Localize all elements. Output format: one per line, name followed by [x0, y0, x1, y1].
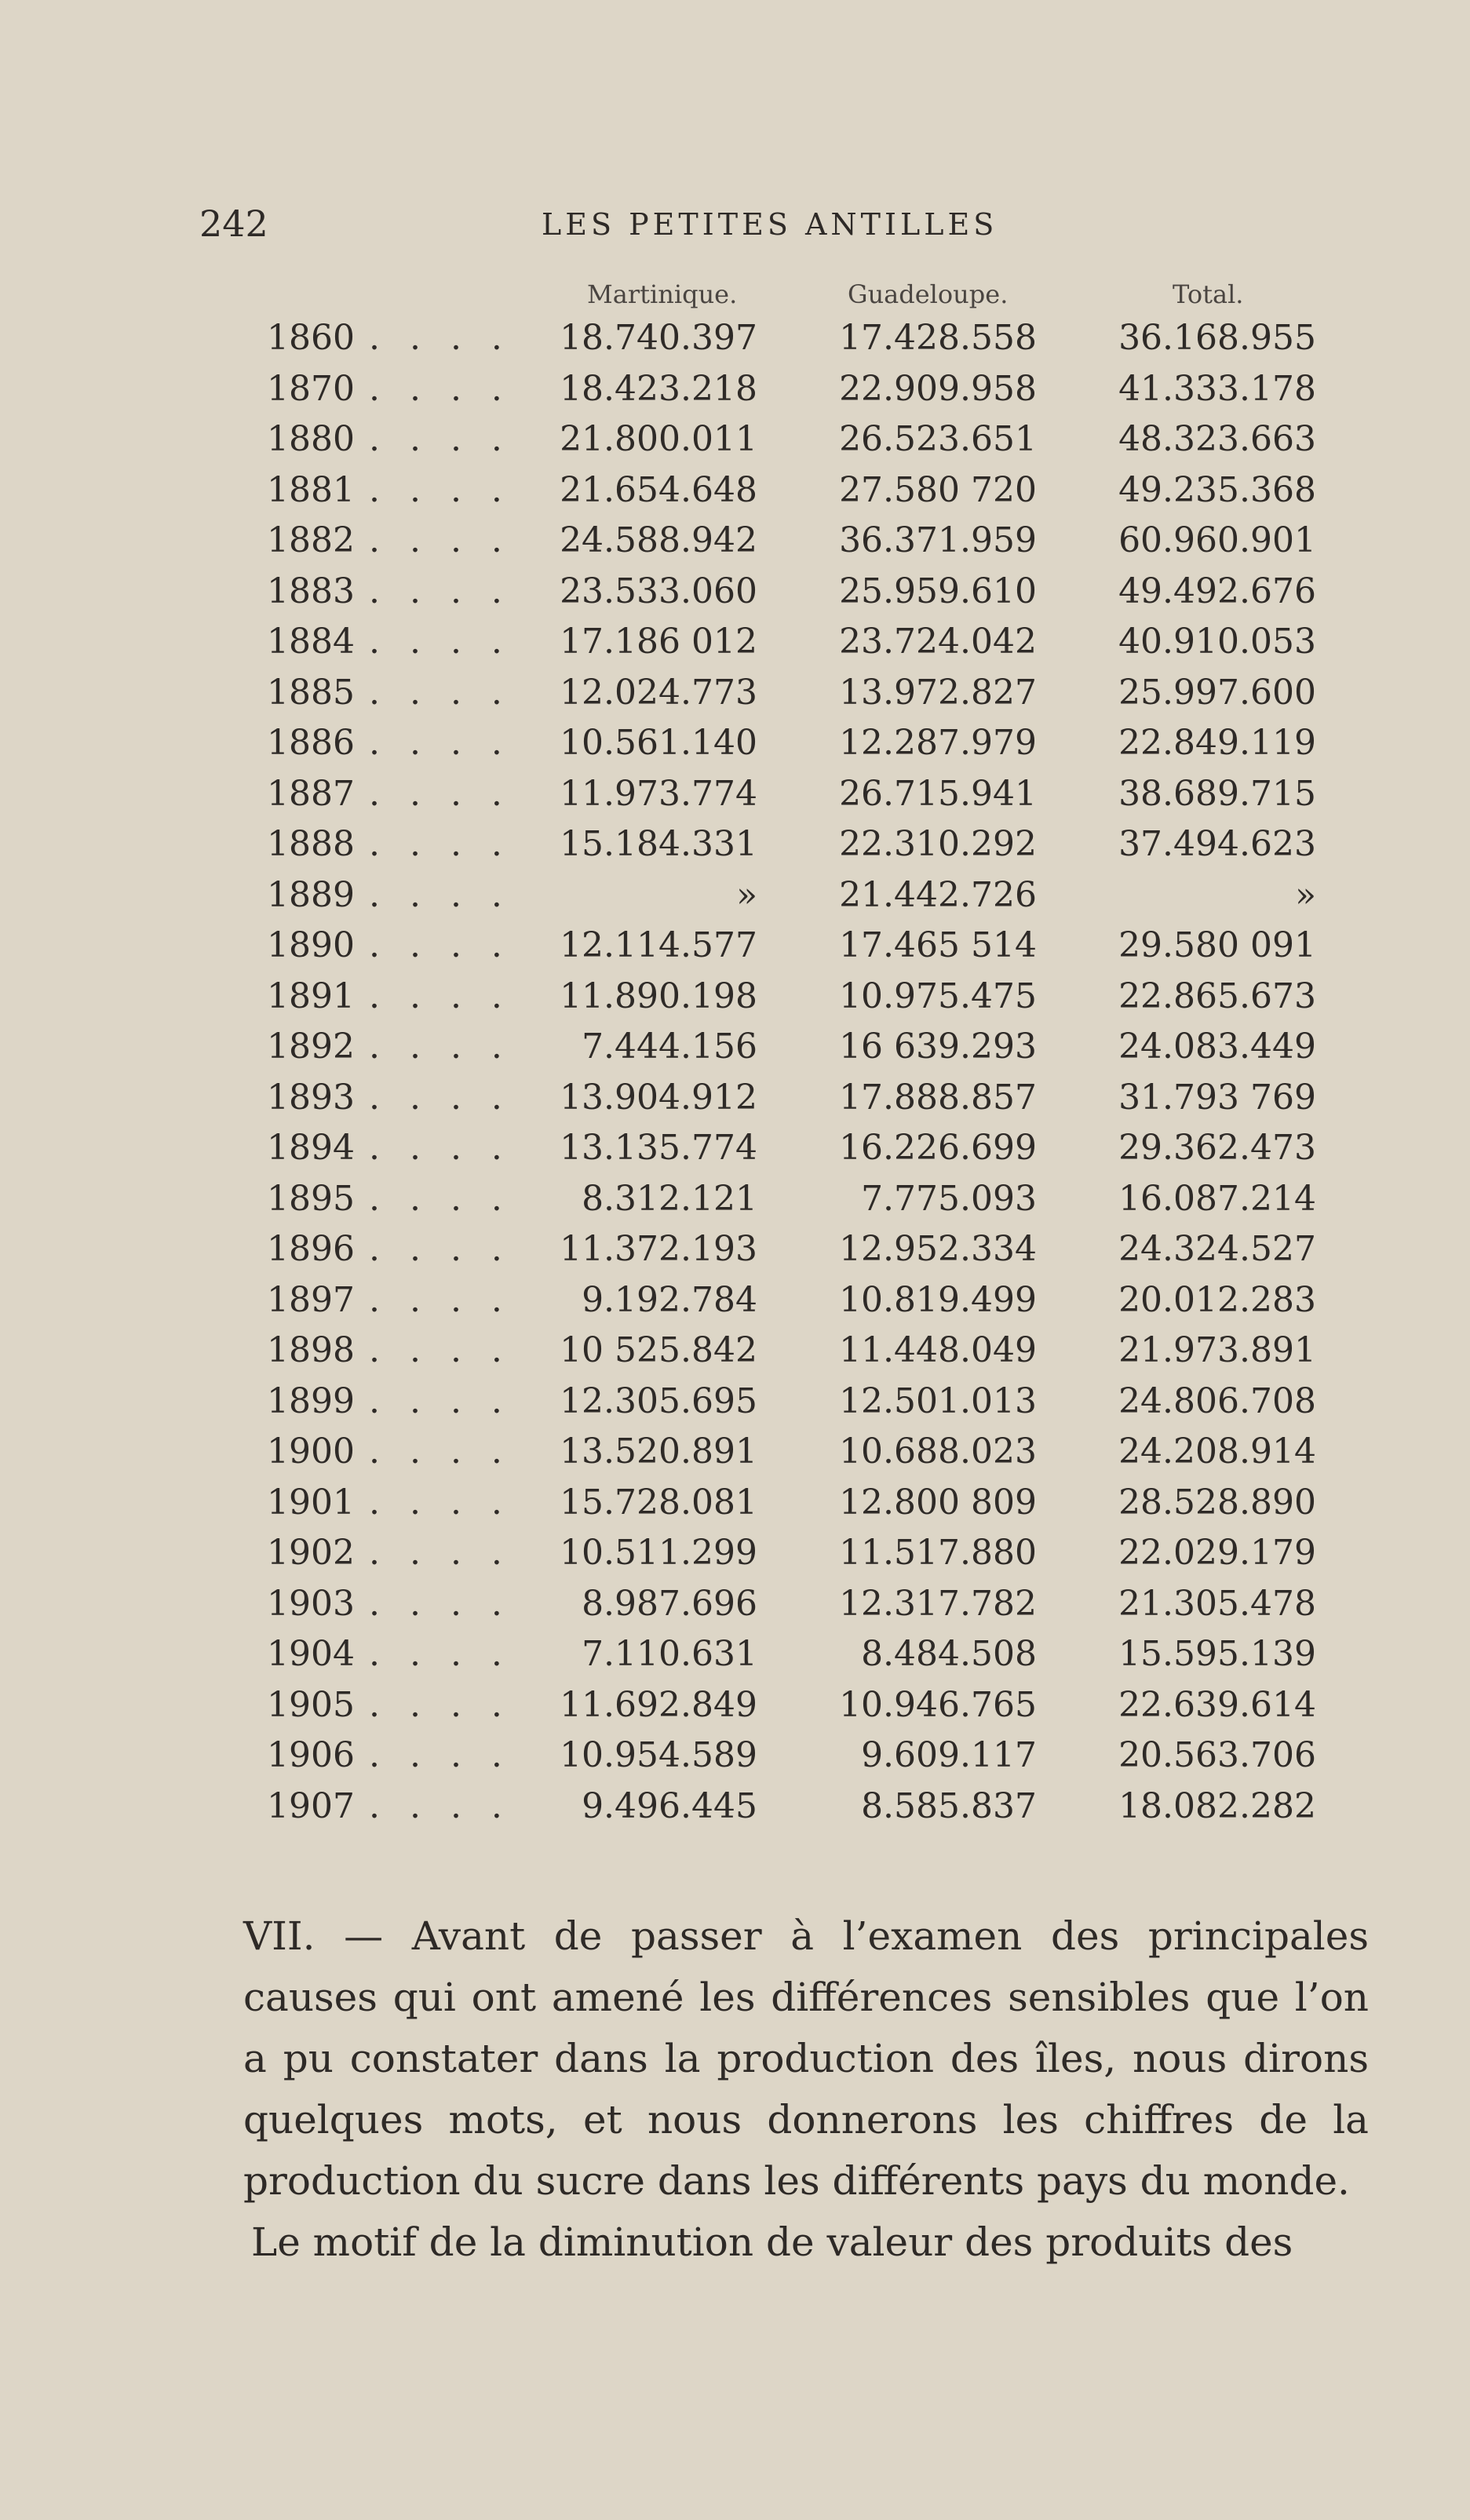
total-cell: 18.082.282 — [1118, 1785, 1316, 1826]
year-cell: 1891 — [267, 976, 355, 1016]
guadeloupe-cell: 10.819.499 — [839, 1279, 1037, 1320]
leader-dots: . . . . — [369, 1431, 512, 1472]
total-cell: 22.849.119 — [1118, 723, 1316, 763]
year-cell: 1904 — [267, 1634, 355, 1674]
column-header-martinique: Martinique. — [587, 279, 738, 309]
leader-dots: . . . . — [369, 1735, 512, 1775]
year-cell: 1899 — [267, 1380, 355, 1421]
martinique-cell: 12.024.773 — [560, 672, 757, 713]
total-cell: 20.563.706 — [1118, 1735, 1316, 1775]
martinique-cell: 10.561.140 — [560, 723, 757, 763]
martinique-cell: » — [736, 874, 757, 915]
year-cell: 1906 — [267, 1735, 355, 1775]
page-header — [0, 202, 1470, 250]
leader-dots: . . . . — [369, 520, 512, 560]
table-row — [0, 1381, 1470, 1432]
leader-dots: . . . . — [369, 1128, 512, 1168]
table-row — [0, 1330, 1470, 1381]
guadeloupe-cell: 8.484.508 — [861, 1634, 1037, 1674]
table-row — [0, 1128, 1470, 1179]
year-cell: 1894 — [267, 1128, 355, 1168]
total-cell: » — [1295, 874, 1316, 915]
leader-dots: . . . . — [369, 1178, 512, 1219]
year-cell: 1900 — [267, 1431, 355, 1472]
table-row — [0, 976, 1470, 1027]
martinique-cell: 7.110.631 — [582, 1634, 757, 1674]
total-cell: 29.362.473 — [1118, 1128, 1316, 1168]
leader-dots: . . . . — [369, 419, 512, 459]
martinique-cell: 15.728.081 — [560, 1482, 757, 1523]
table-row — [0, 1027, 1470, 1078]
guadeloupe-cell: 9.609.117 — [861, 1735, 1037, 1775]
table-row — [0, 1685, 1470, 1736]
year-cell: 1897 — [267, 1279, 355, 1320]
leader-dots: . . . . — [369, 1279, 512, 1320]
table-row — [0, 369, 1470, 420]
total-cell: 16.087.214 — [1118, 1178, 1316, 1219]
total-cell: 41.333.178 — [1118, 368, 1316, 409]
leader-dots: . . . . — [369, 622, 512, 662]
guadeloupe-cell: 26.715.941 — [839, 773, 1037, 814]
table-row — [0, 1634, 1470, 1685]
total-cell: 24.208.914 — [1118, 1431, 1316, 1472]
year-cell: 1870 — [267, 368, 355, 409]
leader-dots: . . . . — [369, 1634, 512, 1674]
table-row — [0, 1229, 1470, 1280]
martinique-cell: 21.800.011 — [560, 419, 757, 459]
guadeloupe-cell: 12.287.979 — [839, 723, 1037, 763]
martinique-cell: 13.135.774 — [560, 1128, 757, 1168]
guadeloupe-cell: 22.310.292 — [839, 824, 1037, 864]
year-cell: 1888 — [267, 824, 355, 864]
table-row — [0, 774, 1470, 825]
production-table — [0, 318, 1470, 1836]
martinique-cell: 11.372.193 — [560, 1229, 757, 1269]
guadeloupe-cell: 8.585.837 — [861, 1785, 1037, 1826]
year-cell: 1890 — [267, 925, 355, 965]
total-cell: 49.492.676 — [1118, 571, 1316, 611]
table-row — [0, 723, 1470, 774]
guadeloupe-cell: 17.465 514 — [839, 925, 1037, 965]
running-title: LES PETITES ANTILLES — [542, 207, 998, 242]
leader-dots: . . . . — [369, 571, 512, 611]
martinique-cell: 11.890.198 — [560, 976, 757, 1016]
leader-dots: . . . . — [369, 1583, 512, 1624]
table-row — [0, 571, 1470, 622]
total-cell: 21.973.891 — [1118, 1330, 1316, 1370]
year-cell: 1901 — [267, 1482, 355, 1523]
guadeloupe-cell: 36.371.959 — [839, 520, 1037, 560]
table-row — [0, 470, 1470, 521]
guadeloupe-cell: 22.909.958 — [839, 368, 1037, 409]
martinique-cell: 10.511.299 — [560, 1533, 757, 1573]
total-cell: 48.323.663 — [1118, 419, 1316, 459]
martinique-cell: 18.423.218 — [560, 368, 757, 409]
guadeloupe-cell: 13.972.827 — [839, 672, 1037, 713]
martinique-cell: 9.192.784 — [582, 1279, 757, 1320]
leader-dots: . . . . — [369, 824, 512, 864]
year-cell: 1881 — [267, 469, 355, 510]
leader-dots: . . . . — [369, 368, 512, 409]
leader-dots: . . . . — [369, 976, 512, 1016]
leader-dots: . . . . — [369, 1380, 512, 1421]
martinique-cell: 13.520.891 — [560, 1431, 757, 1472]
table-row — [0, 622, 1470, 673]
guadeloupe-cell: 7.775.093 — [861, 1178, 1037, 1219]
total-cell: 37.494.623 — [1118, 824, 1316, 864]
table-row — [0, 925, 1470, 976]
year-cell: 1884 — [267, 622, 355, 662]
paragraph: VII. — Avant de passer à l’examen des principales causes qui ont amené les différences sensibles que l’on a pu constater dans la production des îles, nous dirons quelques mots, et nous donnerons les chiffres de la production du sucre dans les différents pays du monde. — [243, 1913, 1369, 2204]
martinique-cell: 17.186 012 — [560, 622, 757, 662]
leader-dots: . . . . — [369, 874, 512, 915]
guadeloupe-cell: 12.952.334 — [839, 1229, 1037, 1269]
table-row — [0, 1431, 1470, 1482]
martinique-cell: 8.312.121 — [582, 1178, 757, 1219]
year-cell: 1898 — [267, 1330, 355, 1370]
year-cell: 1893 — [267, 1077, 355, 1118]
year-cell: 1907 — [267, 1785, 355, 1826]
leader-dots: . . . . — [369, 1027, 512, 1067]
guadeloupe-cell: 16.226.699 — [839, 1128, 1037, 1168]
guadeloupe-cell: 12.501.013 — [839, 1380, 1037, 1421]
martinique-cell: 12.114.577 — [560, 925, 757, 965]
leader-dots: . . . . — [369, 318, 512, 358]
total-cell: 49.235.368 — [1118, 469, 1316, 510]
martinique-cell: 11.692.849 — [560, 1684, 757, 1725]
total-cell: 38.689.715 — [1118, 773, 1316, 814]
leader-dots: . . . . — [369, 1533, 512, 1573]
martinique-cell: 15.184.331 — [560, 824, 757, 864]
leader-dots: . . . . — [369, 672, 512, 713]
guadeloupe-cell: 10.688.023 — [839, 1431, 1037, 1472]
martinique-cell: 8.987.696 — [582, 1583, 757, 1624]
table-row — [0, 318, 1470, 369]
leader-dots: . . . . — [369, 1330, 512, 1370]
table-row — [0, 673, 1470, 724]
table-row — [0, 1533, 1470, 1584]
leader-dots: . . . . — [369, 1684, 512, 1725]
guadeloupe-cell: 26.523.651 — [839, 419, 1037, 459]
table-row — [0, 1179, 1470, 1230]
martinique-cell: 9.496.445 — [582, 1785, 757, 1826]
table-row — [0, 1280, 1470, 1331]
guadeloupe-cell: 17.428.558 — [839, 318, 1037, 358]
year-cell: 1889 — [267, 874, 355, 915]
martinique-cell: 11.973.774 — [560, 773, 757, 814]
table-row — [0, 1482, 1470, 1534]
martinique-cell: 10 525.842 — [560, 1330, 757, 1370]
year-cell: 1885 — [267, 672, 355, 713]
year-cell: 1892 — [267, 1027, 355, 1067]
total-cell: 36.168.955 — [1118, 318, 1316, 358]
table-row — [0, 1786, 1470, 1837]
table-row — [0, 419, 1470, 470]
total-cell: 24.324.527 — [1118, 1229, 1316, 1269]
table-row — [0, 1735, 1470, 1786]
guadeloupe-cell: 10.975.475 — [839, 976, 1037, 1016]
martinique-cell: 18.740.397 — [560, 318, 757, 358]
table-row — [0, 824, 1470, 875]
page-number: 242 — [199, 202, 268, 245]
total-cell: 21.305.478 — [1118, 1583, 1316, 1624]
table-row — [0, 1078, 1470, 1129]
column-header-guadeloupe: Guadeloupe. — [848, 279, 1009, 309]
martinique-cell: 24.588.942 — [560, 520, 757, 560]
body-text — [243, 1905, 1369, 2273]
year-cell: 1886 — [267, 723, 355, 763]
total-cell: 24.806.708 — [1118, 1380, 1316, 1421]
year-cell: 1895 — [267, 1178, 355, 1219]
martinique-cell: 13.904.912 — [560, 1077, 757, 1118]
leader-dots: . . . . — [369, 1077, 512, 1118]
table-row — [0, 875, 1470, 926]
year-cell: 1905 — [267, 1684, 355, 1725]
year-cell: 1883 — [267, 571, 355, 611]
total-cell: 15.595.139 — [1118, 1634, 1316, 1674]
total-cell: 22.865.673 — [1118, 976, 1316, 1016]
guadeloupe-cell: 11.517.880 — [839, 1533, 1037, 1573]
guadeloupe-cell: 27.580 720 — [839, 469, 1037, 510]
column-header-total: Total. — [1173, 279, 1244, 309]
martinique-cell: 23.533.060 — [560, 571, 757, 611]
table-row — [0, 1584, 1470, 1635]
guadeloupe-cell: 21.442.726 — [839, 874, 1037, 915]
total-cell: 24.083.449 — [1118, 1027, 1316, 1067]
guadeloupe-cell: 16 639.293 — [839, 1027, 1037, 1067]
year-cell: 1903 — [267, 1583, 355, 1624]
martinique-cell: 21.654.648 — [560, 469, 757, 510]
leader-dots: . . . . — [369, 1229, 512, 1269]
leader-dots: . . . . — [369, 1785, 512, 1826]
total-cell: 60.960.901 — [1118, 520, 1316, 560]
guadeloupe-cell: 12.800 809 — [839, 1482, 1037, 1523]
guadeloupe-cell: 23.724.042 — [839, 622, 1037, 662]
total-cell: 29.580 091 — [1118, 925, 1316, 965]
guadeloupe-cell: 25.959.610 — [839, 571, 1037, 611]
year-cell: 1887 — [267, 773, 355, 814]
leader-dots: . . . . — [369, 925, 512, 965]
martinique-cell: 10.954.589 — [560, 1735, 757, 1775]
year-cell: 1896 — [267, 1229, 355, 1269]
year-cell: 1882 — [267, 520, 355, 560]
martinique-cell: 12.305.695 — [560, 1380, 757, 1421]
guadeloupe-cell: 11.448.049 — [839, 1330, 1037, 1370]
table-row — [0, 520, 1470, 571]
total-cell: 25.997.600 — [1118, 672, 1316, 713]
paragraph: Le motif de la diminution de valeur des produits des — [251, 2219, 1293, 2265]
leader-dots: . . . . — [369, 469, 512, 510]
total-cell: 28.528.890 — [1118, 1482, 1316, 1523]
year-cell: 1880 — [267, 419, 355, 459]
leader-dots: . . . . — [369, 773, 512, 814]
leader-dots: . . . . — [369, 1482, 512, 1523]
martinique-cell: 7.444.156 — [582, 1027, 757, 1067]
leader-dots: . . . . — [369, 723, 512, 763]
guadeloupe-cell: 12.317.782 — [839, 1583, 1037, 1624]
total-cell: 22.639.614 — [1118, 1684, 1316, 1725]
guadeloupe-cell: 17.888.857 — [839, 1077, 1037, 1118]
guadeloupe-cell: 10.946.765 — [839, 1684, 1037, 1725]
total-cell: 31.793 769 — [1118, 1077, 1316, 1118]
year-cell: 1860 — [267, 318, 355, 358]
year-cell: 1902 — [267, 1533, 355, 1573]
total-cell: 40.910.053 — [1118, 622, 1316, 662]
total-cell: 20.012.283 — [1118, 1279, 1316, 1320]
total-cell: 22.029.179 — [1118, 1533, 1316, 1573]
